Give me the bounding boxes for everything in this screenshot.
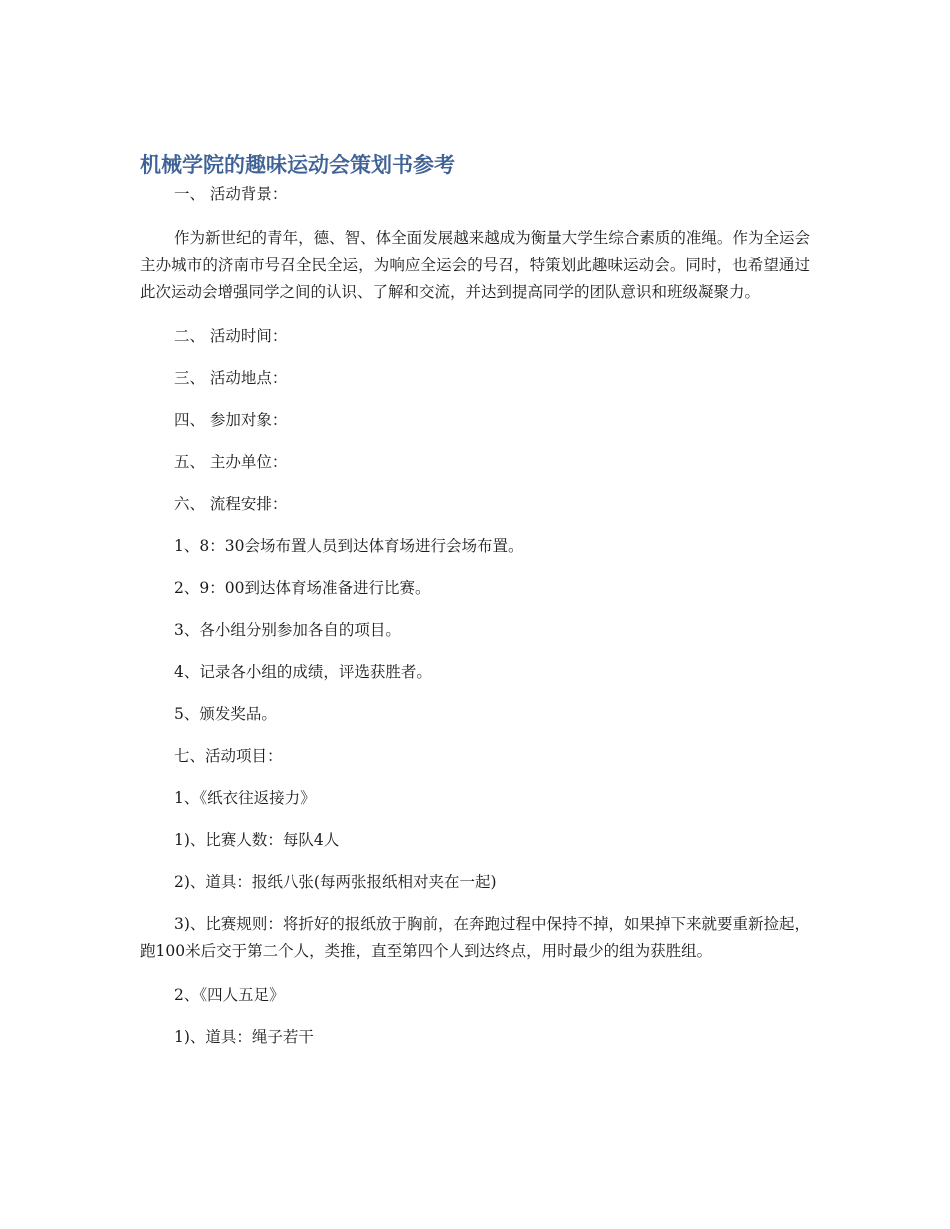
document-title: 机械学院的趣味运动会策划书参考 bbox=[140, 153, 455, 177]
section-heading-schedule: 六、 流程安排： bbox=[174, 495, 288, 513]
event-title: 2、《四人五足》 bbox=[174, 986, 285, 1004]
event-detail: 1)、比赛人数：每队4人 bbox=[174, 831, 340, 849]
schedule-item: 5、颁发奖品。 bbox=[174, 705, 277, 723]
section-heading-location: 三、 活动地点： bbox=[174, 369, 288, 387]
section-heading-background: 一、 活动背景： bbox=[174, 185, 288, 203]
background-paragraph: 作为新世纪的青年，德、智、体全面发展越来越成为衡量大学生综合素质的准绳。作为全运会主办城市的济南市号召全民全运，为响应全运会的号召，特策划此趣味运动会。同时，也希望通过此次运动会增强同学之间的认识、了解和交流，并达到提高同学的团队意识和班级凝聚力。 bbox=[140, 229, 810, 301]
section-heading-organizer: 五、 主办单位： bbox=[174, 453, 288, 471]
event-title: 1、《纸衣往返接力》 bbox=[174, 789, 316, 807]
schedule-item: 1、8：30会场布置人员到达体育场进行会场布置。 bbox=[174, 537, 524, 555]
document-body bbox=[140, 181, 810, 1066]
section-heading-events: 七、活动项目： bbox=[174, 747, 283, 765]
event-rules: 3)、比赛规则：将折好的报纸放于胸前，在奔跑过程中保持不掉，如果掉下来就要重新捡起，跑100米后交于第二个人，类推，直至第四个人到达终点，用时最少的组为获胜组。 bbox=[140, 915, 810, 960]
schedule-item: 4、记录各小组的成绩，评选获胜者。 bbox=[174, 663, 432, 681]
schedule-item: 2、9：00到达体育场准备进行比赛。 bbox=[174, 579, 431, 597]
section-heading-time: 二、 活动时间： bbox=[174, 327, 288, 345]
event-detail: 2)、道具：报纸八张(每两张报纸相对夹在一起) bbox=[174, 873, 497, 891]
schedule-item: 3、各小组分别参加各自的项目。 bbox=[174, 621, 401, 639]
section-heading-participants: 四、 参加对象： bbox=[174, 411, 288, 429]
event-detail: 1)、道具：绳子若干 bbox=[174, 1028, 314, 1046]
